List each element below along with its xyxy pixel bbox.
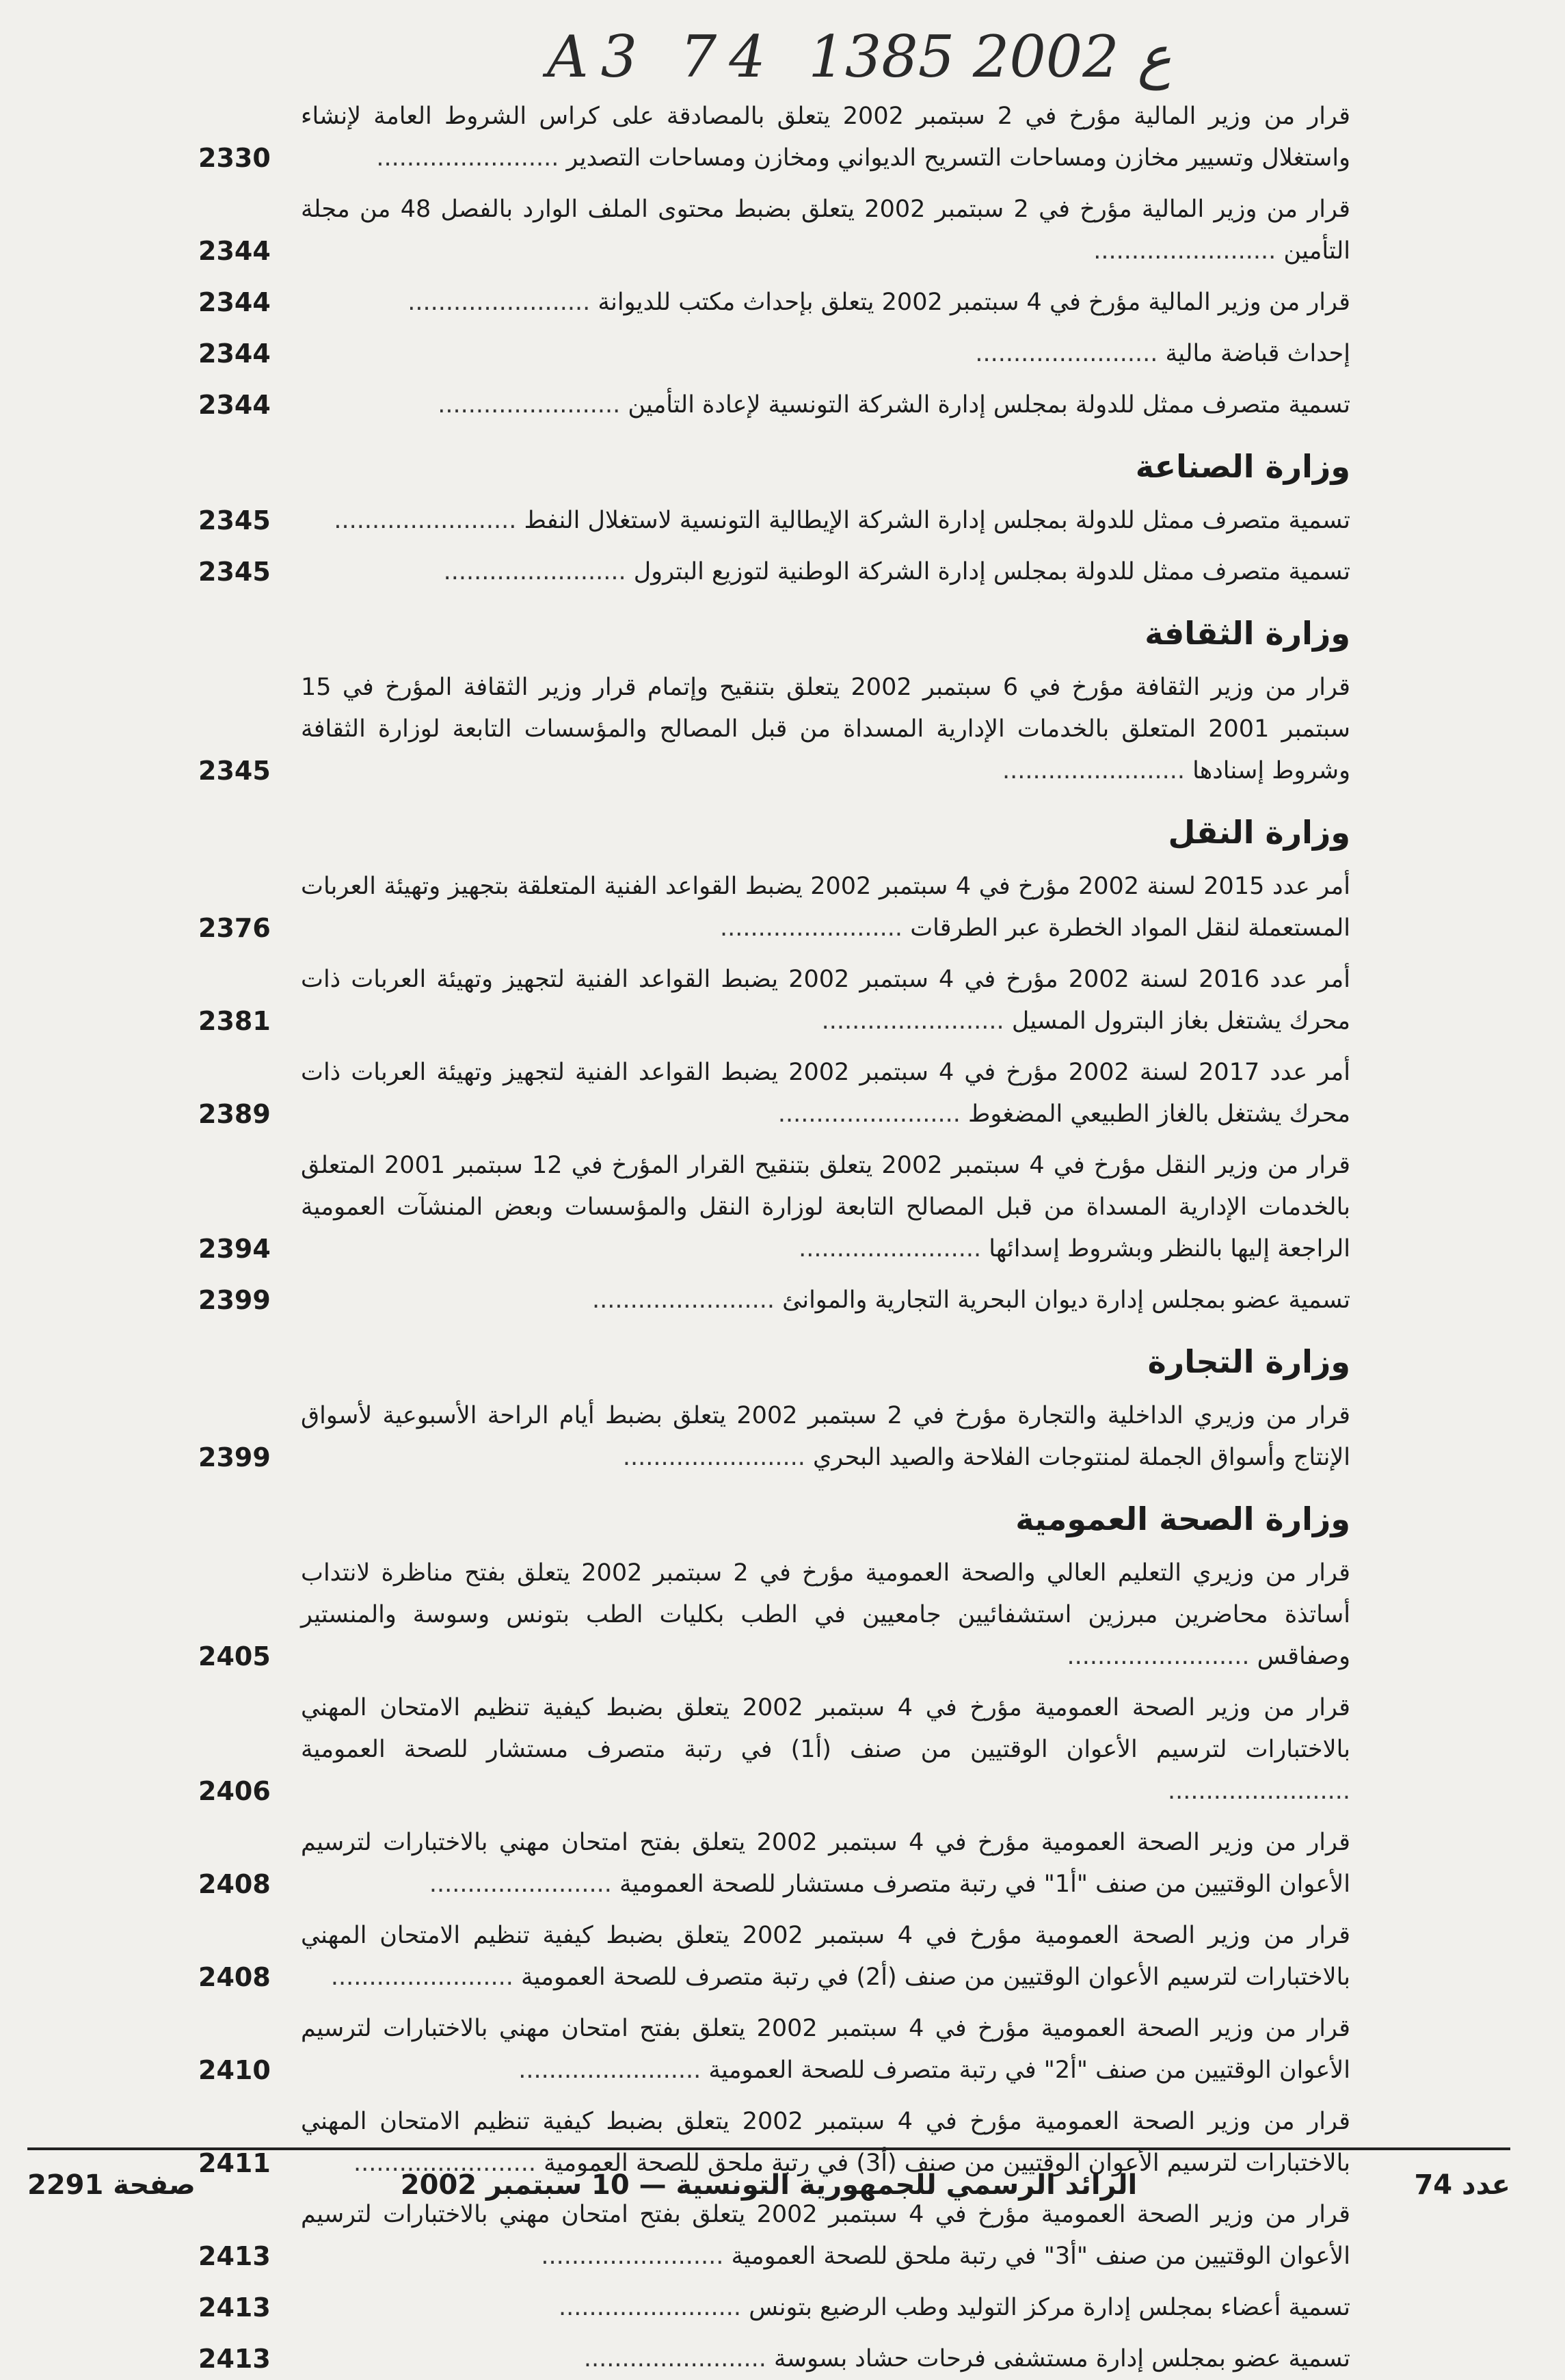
dot-leader: ........................: [407, 289, 598, 316]
toc-entry: [198, 333, 1350, 375]
toc-entry-page-number: 2411: [198, 2148, 271, 2178]
toc-entry-page-number: 2399: [198, 1442, 271, 1472]
footer-journal-title: الرائد الرسمي للجمهورية التونسية — 10 سبتمبر 2002: [400, 2169, 1138, 2201]
dot-leader: ........................: [799, 1235, 989, 1262]
toc-entry: [198, 1822, 1350, 1905]
dot-leader: ........................: [622, 1444, 813, 1471]
toc-entry: [198, 1395, 1350, 1479]
toc-entry: [198, 2338, 1350, 2380]
toc-entry-text: قرار من وزيري الداخلية والتجارة مؤرخ في 2 سبتمبر 2002 يتعلق بضبط أيام الراحة الأسبوعية لأسواق الإنتاج وأسواق الجملة لمنتوجات الفلاحة والصيد البحري: [301, 1402, 1350, 1471]
ministry-heading: وزارة التجارة: [1147, 1343, 1350, 1380]
toc-entry-page-number: 2413: [198, 2344, 271, 2374]
toc-entry: [198, 2287, 1350, 2329]
toc-entry-text: قرار من وزير النقل مؤرخ في 4 سبتمبر 2002 يتعلق بتنقيح القرار المؤرخ في 12 سبتمبر 2001 المتعلق بالخدمات الإدارية المسداة من قبل المصالح التابعة لوزارة النقل والمؤسسات وبعض المنشآت العمومية الراجعة إليها بالنظر وبشروط إسدائها: [301, 1152, 1350, 1262]
toc-entry-page-number: 2345: [198, 557, 271, 587]
dot-leader: ........................: [821, 1007, 1012, 1035]
toc-entry-text: تسمية متصرف ممثل للدولة بمجلس إدارة الشركة التونسية لإعادة التأمين: [628, 391, 1350, 419]
toc-entry: [198, 2008, 1350, 2091]
dot-leader: ........................: [429, 1870, 619, 1898]
toc-entry-page-number: 2413: [198, 2241, 271, 2271]
toc-entry: [198, 667, 1350, 792]
dot-leader: ........................: [541, 2243, 732, 2270]
dot-leader: ........................: [518, 2057, 709, 2084]
toc-entry-page-number: 2344: [198, 287, 271, 317]
toc-entry-text: تسمية متصرف ممثل للدولة بمجلس إدارة الشركة الإيطالية التونسية لاستغلال النفط: [524, 507, 1350, 534]
toc-entry-text: إحداث قباضة مالية: [1165, 340, 1350, 367]
toc-entry-text: قرار من وزير الثقافة مؤرخ في 6 سبتمبر 2002 يتعلق بتنقيح وإتمام قرار وزير الثقافة المؤرخ في 15 سبتمبر 2001 المتعلق بالخدمات الإدارية المسداة من قبل المصالح والمؤسسات التابعة لوزارة الثقافة وشروط إسنادها: [301, 674, 1350, 784]
ministry-heading: وزارة الصحة العمومية: [1015, 1500, 1350, 1537]
dot-leader: ........................: [720, 914, 911, 942]
toc-entry-page-number: 2344: [198, 236, 271, 266]
toc-entry-text: تسمية أعضاء بمجلس إدارة مركز التوليد وطب الرضيع بتونس: [749, 2294, 1350, 2321]
toc-entry: [198, 1280, 1350, 1321]
toc-entry-page-number: 2345: [198, 756, 271, 786]
toc-entry-text: قرار من وزير الصحة العمومية مؤرخ في 4 سبتمبر 2002 يتعلق بفتح امتحان مهني بالاختبارات لترسيم الأعوان الوقتيين من صنف "أ1" في رتبة متصرف مستشار للصحة العمومية: [301, 1829, 1351, 1898]
toc-entry-text: قرار من وزير المالية مؤرخ في 4 سبتمبر 2002 يتعلق بإحداث مكتب للديوانة: [598, 289, 1350, 316]
toc-entry-text: أمر عدد 2015 لسنة 2002 مؤرخ في 4 سبتمبر 2002 يضبط القواعد الفنية المتعلقة بتجهيز وتهيئة العربات المستعملة لنقل المواد الخطرة عبر الطرقات: [301, 873, 1351, 942]
dot-leader: ........................: [330, 1964, 521, 1991]
toc-entry-page-number: 2408: [198, 1962, 271, 1992]
toc-entry-page-number: 2330: [198, 143, 271, 173]
toc-entry: [198, 1687, 1350, 1812]
toc-entry: [198, 551, 1350, 593]
ministry-heading: وزارة الثقافة: [1145, 615, 1350, 652]
toc-entry: [198, 500, 1350, 542]
toc-entry-page-number: 2344: [198, 339, 271, 369]
toc-entry: [198, 384, 1350, 426]
toc-entry: [198, 189, 1350, 272]
toc-entry-page-number: 2345: [198, 505, 271, 536]
toc-entry-page-number: 2381: [198, 1006, 271, 1036]
toc-entry-text: قرار من وزير الصحة العمومية مؤرخ في 4 سبتمبر 2002 يتعلق بفتح امتحان مهني بالاختبارات لترسيم الأعوان الوقتيين من صنف "أ3" في رتبة ملحق للصحة العمومية: [301, 2201, 1351, 2270]
toc-entry-text: تسمية متصرف ممثل للدولة بمجلس إدارة الشركة الوطنية لتوزيع البترول: [633, 558, 1350, 585]
toc-entry: [198, 959, 1350, 1042]
toc-entry-page-number: 2389: [198, 1099, 271, 1129]
toc-entry-page-number: 2394: [198, 1234, 271, 1264]
toc-section: [198, 808, 1350, 1321]
toc-entry-text: قرار من وزير الصحة العمومية مؤرخ في 4 سبتمبر 2002 يتعلق بضبط كيفية تنظيم الامتحان المهني بالاختبارات لترسيم الأعوان الوقتيين من صنف (أ1) في رتبة متصرف مستشار للصحة العمومية: [301, 1694, 1350, 1763]
dot-leader: ........................: [1093, 237, 1284, 265]
toc-section: [198, 1338, 1350, 1479]
footer-divider: [27, 2147, 1510, 2150]
ministry-heading: وزارة النقل: [1168, 814, 1350, 851]
toc-entry-page-number: 2410: [198, 2055, 271, 2085]
dot-leader: ........................: [1002, 757, 1193, 784]
toc-section: [198, 609, 1350, 792]
toc-entry: [198, 96, 1350, 179]
toc-entry-text: تسمية عضو بمجلس إدارة مستشفى فرحات حشاد بسوسة: [774, 2345, 1350, 2372]
toc-entry-text: قرار من وزير المالية مؤرخ في 2 سبتمبر 2002 يتعلق بالمصادقة على كراس الشروط العامة لإنشاء واستغلال وتسيير مخازن ومساحات التسريح الديواني ومخازن ومساحات التصدير: [301, 103, 1351, 172]
toc-entry-page-number: 2408: [198, 1869, 271, 1899]
dot-leader: ........................: [1067, 1643, 1257, 1670]
toc-entry-text: تسمية عضو بمجلس إدارة ديوان البحرية التجارية والموانئ: [782, 1286, 1350, 1314]
toc-section: [198, 442, 1350, 593]
toc-section: [198, 96, 1350, 426]
dot-leader: ........................: [975, 340, 1166, 367]
toc-entry: [198, 866, 1350, 949]
dot-leader: ........................: [376, 144, 567, 172]
toc-entry: [198, 1915, 1350, 1998]
dot-leader: ........................: [559, 2294, 749, 2321]
toc-entry: [198, 1145, 1350, 1270]
dot-leader: ........................: [334, 507, 524, 534]
handwritten-annotation: A3 74 ع 2002 1385: [547, 23, 1172, 90]
toc-section: [198, 1495, 1350, 2380]
toc-entry-page-number: 2405: [198, 1641, 271, 1671]
toc-entry: [198, 282, 1350, 323]
ministry-heading: وزارة الصناعة: [1135, 448, 1350, 485]
toc-entry-text: أمر عدد 2017 لسنة 2002 مؤرخ في 4 سبتمبر 2002 يضبط القواعد الفنية لتجهيز وتهيئة العربات ذات محرك يشتغل بالغاز الطبيعي المضغوط: [301, 1059, 1351, 1128]
toc-entry-page-number: 2376: [198, 913, 271, 943]
dot-leader: ........................: [443, 558, 634, 585]
toc-entry-page-number: 2406: [198, 1776, 271, 1806]
toc-entry-text: قرار من وزير الصحة العمومية مؤرخ في 4 سبتمبر 2002 يتعلق بفتح امتحان مهني بالاختبارات لترسيم الأعوان الوقتيين من صنف "أ2" في رتبة متصرف للصحة العمومية: [301, 2015, 1351, 2084]
footer-page-number: صفحة 2291: [27, 2169, 196, 2201]
dot-leader: ........................: [438, 391, 628, 419]
toc-entry-text: قرار من وزير الصحة العمومية مؤرخ في 4 سبتمبر 2002 يتعلق بضبط كيفية تنظيم الامتحان المهني بالاختبارات لترسيم الأعوان الوقتيين من صنف (أ3) في رتبة ملحق للصحة العمومية: [301, 2108, 1350, 2177]
toc-entry-text: قرار من وزير المالية مؤرخ في 2 سبتمبر 2002 يتعلق بضبط محتوى الملف الوارد بالفصل 48 من مجلة التأمين: [301, 196, 1351, 265]
toc-entry-page-number: 2413: [198, 2292, 271, 2323]
footer-issue-number: عدد 74: [1414, 2169, 1510, 2201]
toc-entry-page-number: 2344: [198, 390, 271, 420]
toc-entry-text: قرار من وزيري التعليم العالي والصحة العمومية مؤرخ في 2 سبتمبر 2002 يتعلق بفتح مناظرة لانتداب أساتذة محاضرين مبرزين استشفائيين جامعيين في الطب بكليات الطب بتونس وسوسة والمنستير وصفاقس: [301, 1559, 1350, 1670]
toc-entry-text: قرار من وزير الصحة العمومية مؤرخ في 4 سبتمبر 2002 يتعلق بضبط كيفية تنظيم الامتحان المهني بالاختبارات لترسيم الأعوان الوقتيين من صنف (أ2) في رتبة متصرف للصحة العمومية: [301, 1922, 1350, 1991]
dot-leader: ........................: [777, 1100, 968, 1128]
page-footer: [27, 2161, 1510, 2209]
toc-entry-page-number: 2399: [198, 1285, 271, 1315]
dot-leader: ........................: [353, 2150, 544, 2177]
dot-leader: ........................: [583, 2345, 775, 2372]
toc-entry-text: أمر عدد 2016 لسنة 2002 مؤرخ في 4 سبتمبر 2002 يضبط القواعد الفنية لتجهيز وتهيئة العربات ذات محرك يشتغل بغاز البترول المسيل: [301, 966, 1351, 1035]
dot-leader: ........................: [592, 1286, 783, 1314]
toc-entry: [198, 1552, 1350, 1678]
toc-entry: [198, 1052, 1350, 1135]
dot-leader: ........................: [1167, 1777, 1350, 1805]
